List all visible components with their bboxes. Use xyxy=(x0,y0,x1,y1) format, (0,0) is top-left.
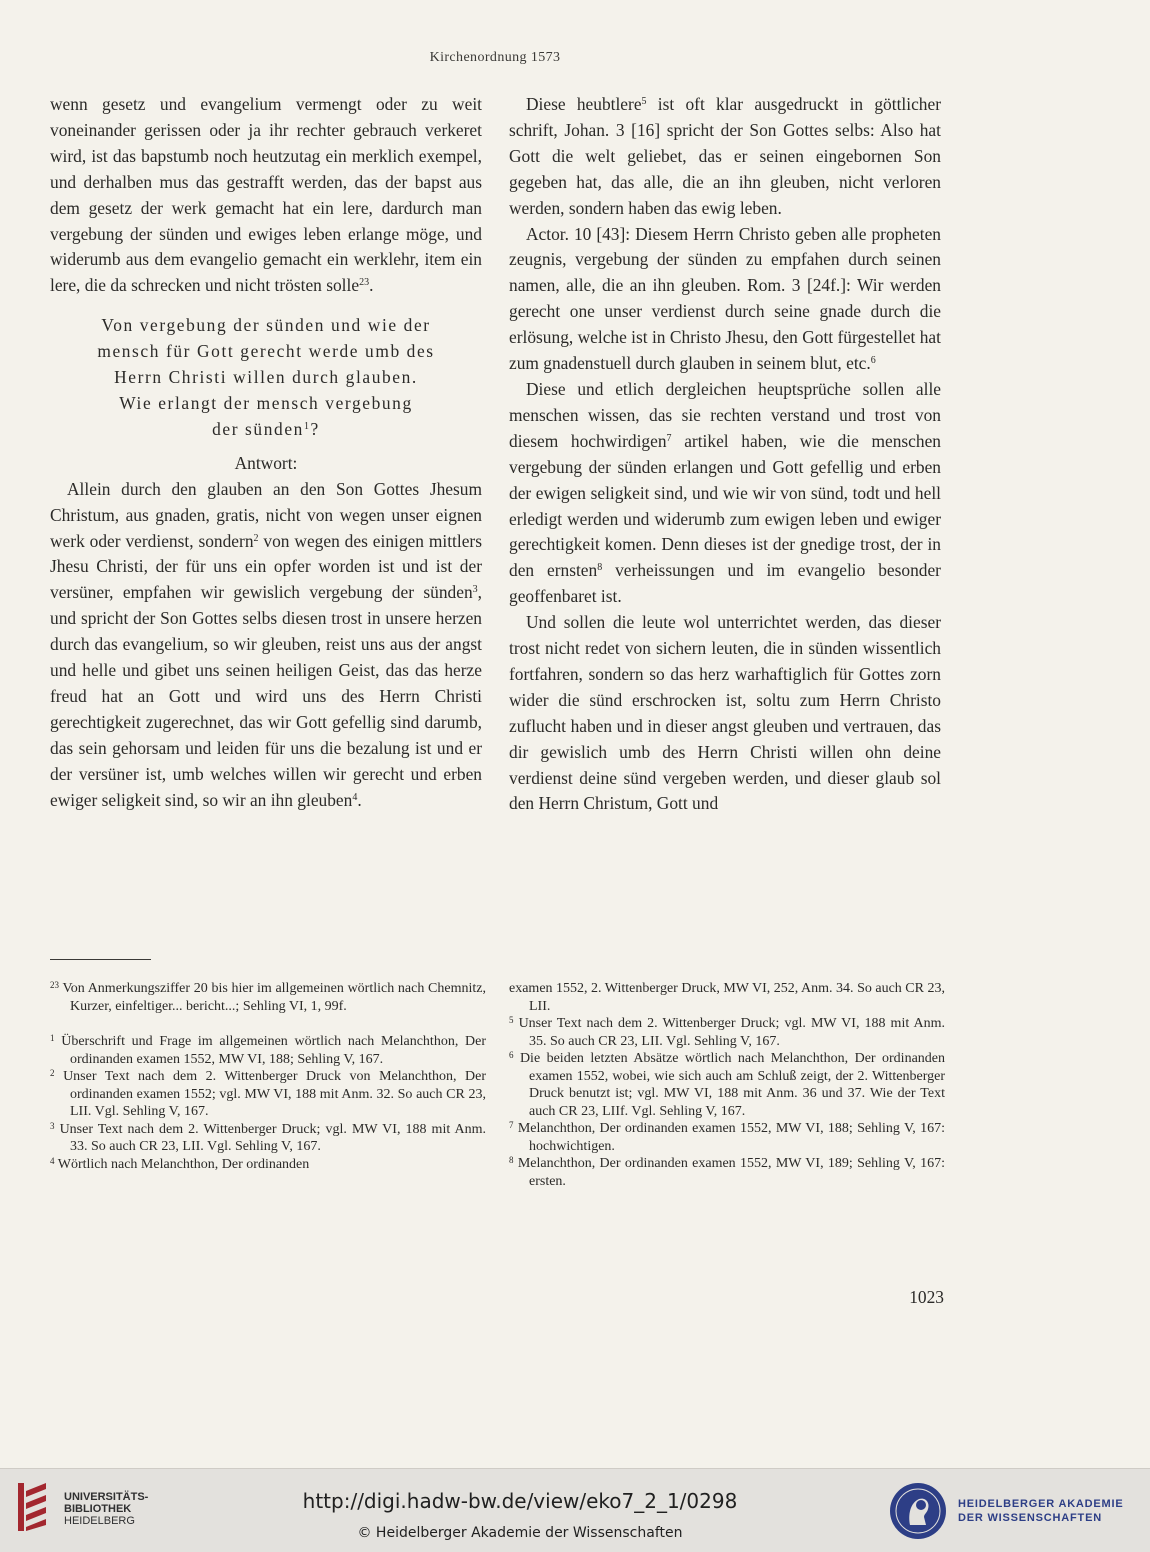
footnote-ref-4[interactable]: 4 xyxy=(352,791,358,803)
footnotes-left xyxy=(50,980,486,1173)
footnote-item: $^3$ Unser Text nach dem 2. Wittenberger Druck; vgl. MW VI, 188 mit Anm. 33. So auch CR 23, LII. Vgl. Sehling V, 167. xyxy=(50,1120,487,1154)
footnotes-right xyxy=(509,980,945,1190)
university-library-logo-icon[interactable] xyxy=(12,1481,52,1533)
academy-seal-icon[interactable] xyxy=(888,1481,948,1541)
footnote-ref-7[interactable]: 7 xyxy=(666,432,672,444)
footnote-ref-1[interactable]: 1 xyxy=(303,420,311,432)
footnote-item: $^1$ Überschrift und Frage im allgemeinen wörtlich nach Melanchthon, Der ordinanden examen 1552, MW VI, 188; Sehling V, 167. xyxy=(50,1033,487,1067)
section-heading: Von vergebung der sünden und wie der mensch für Gott gerecht werde umb des Herrn Christi willen durch glauben. Wie erlangt der mensch vergebung der sünden$^1$? xyxy=(97,315,435,439)
footnote-ref-3[interactable]: 3 xyxy=(472,584,478,596)
footnote-item: $^{23}$ Von Anmerkungsziffer 20 bis hier im allgemeinen wörtlich nach Chemnitz, Kurzer, einfeltiger... bericht...; Sehling VI, 1, 99f. xyxy=(50,980,486,1014)
footnote-ref-6[interactable]: 6 xyxy=(870,355,876,367)
academy-name[interactable]: HEIDELBERGER AKADEMIE DER WISSENSCHAFTEN xyxy=(958,1498,1124,1524)
right-paragraph-3: Diese und etlich dergleichen heuptsprüche sollen alle menschen wissen, das sie rechten verstand und trost von diesem hochwirdigen$^7$ artikel haben, wie die menschen vergebung der sünden erlangen und Gott gefellig und erben der ewigen seligkeit sind, und wie wir von sünd, todt und hell erledigt werden und widerumb zum ewigen leben und ewiger gerechtigkeit komen. Denn dieses ist der gnedige trost, der in den ernsten$^8$ verheissungen und im evangelio besonder geoffenbaret ist. xyxy=(509,378,942,607)
footnote-item: examen 1552, 2. Wittenberger Druck, MW VI, 252, Anm. 34. So auch CR 23, LII. xyxy=(509,981,945,1014)
page-number: 1023 xyxy=(909,1287,944,1307)
footnote-item: $^5$ Unser Text nach dem 2. Wittenberger Druck; vgl. MW VI, 188 mit Anm. 35. So auch CR 23, LII. Vgl. Sehling V, 167. xyxy=(509,1015,946,1049)
copyright-text: © Heidelberger Akademie der Wissenschaften xyxy=(357,1525,683,1541)
right-paragraph-1: Diese heubtlere$^5$ ist oft klar ausgedruckt in göttlicher schrift, Johan. 3 [16] spricht der Son Gottes selbs: Also hat Gott die welt geliebet, das er seinen eingebornen Son gegeben hat, das alle, die an ihn gleuben, nicht verloren werden, sondern haben das ewig leben. xyxy=(509,94,941,218)
footnote-item: $^4$ Wörtlich nach Melanchthon, Der ordinanden xyxy=(50,1155,310,1172)
footnote-ref-2[interactable]: 2 xyxy=(253,532,259,544)
right-paragraph-2: Actor. 10 [43]: Diesem Herrn Christo geben alle propheten zeugnis, vergebung der sünden zu empfahen durch seinen namen, alle, die an ihn gleuben. Rom. 3 [24f.]: Wir werden gerecht one unser verdienst durch seine gnade durch die erlösung, welche ist in Christo Jhesu, den Gott fürgestellet hat zum gnadenstuell durch glauben in seinem blut, etc.$^6$ xyxy=(509,223,941,374)
footnote-ref-8[interactable]: 8 xyxy=(597,562,603,574)
left-paragraph-2: Allein durch den glauben an den Son Gottes Jhesum Christum, aus gnaden, gratis, nicht von wegen unser eignen werk oder verdienst, sondern$^2$ von wegen des einigen mittlers Jhesu Christi, der für uns ein opfer worden ist und ist der versüner, empfahen wir gewislich vergebung der sünden$^3$, und spricht der Son Gottes selbs diesen trost in unsere herzen durch das evangelium, so wir gleuben, reist uns aus der angst und helle und gibet uns seinen heiligen Geist, das das herze freud hat an Gott und wird uns des Herrn Christi gerechtigkeit zugerechnet, das wir Gott gefellig sind darumb, das sein gehorsam und leiden für uns die bezalung ist und er der versüner ist, umb welches willen wir gerecht und erben ewiger seligkeit sind, so wir an ihn gleuben$^4$. xyxy=(50,478,482,810)
footnote-item: $^7$ Melanchthon, Der ordinanden examen 1552, MW VI, 188; Sehling V, 167: hochwichtigen. xyxy=(509,1120,946,1154)
footnote-ref-23[interactable]: 23 xyxy=(359,277,370,289)
footnote-ref-5[interactable]: 5 xyxy=(641,96,647,107)
answer-label: Antwort: xyxy=(234,452,298,473)
footnote-item: $^2$ Unser Text nach dem 2. Wittenberger Druck von Melanchthon, Der ordinanden examen 1552; vgl. MW VI, 188 mit Anm. 32. So auch CR 23, LII. Vgl. Sehling V, 167. xyxy=(50,1068,487,1119)
right-paragraph-4: Und sollen die leute wol unterrichtet werden, das dieser trost nicht redet von sichern leuten, die in sünden wissentlich fortfahren, sondern so das herz warhaftiglich für Gottes zorn wider die sünd erschrocken ist, soltu zum Herrn Christo zuflucht haben und in dieser angst gleuben und vertrauen, das dir gewislich umb des Herrn Christi willen ohn deine verdienst deine sünd vergeben werden, und dieser glaub sol den Herrn Christum, Gott und xyxy=(509,612,941,814)
permalink-url[interactable]: http://digi.hadw-bw.de/view/eko7_2_1/0298 xyxy=(302,1489,738,1513)
footnote-item: $^8$ Melanchthon, Der ordinanden examen 1552, MW VI, 189; Sehling V, 167: ersten. xyxy=(509,1155,946,1189)
running-head: Kirchenordnung 1573 xyxy=(429,50,561,65)
left-column xyxy=(50,92,482,813)
university-library-name[interactable]: UNIVERSITÄTS- BIBLIOTHEK HEIDELBERG xyxy=(64,1491,149,1527)
left-paragraph-1: wenn gesetz und evangelium vermengt oder zu weit voneinander gerissen oder ja ihr rechter gebrauch verkeret wird, ist das bapstumb noch heutzutag ein merklich exempel, und derhalben mus das gestrafft werden, das der bapst aus dem gesetz der werk gemacht hat ein lere, dardurch man vergebung der sünden und ewiges leben erlange möge, und widerumb aus dem evangelio gemacht ein werklehr, item ein lere, die da schrecken und nicht trösten solle$^{23}$. xyxy=(50,94,482,296)
footnote-item: $^6$ Die beiden letzten Absätze wörtlich nach Melanchthon, Der ordinanden examen 1552, wobei, wie sich auch am Schluß zeigt, der 2. Wittenberger Druck benutzt ist; vgl. MW VI, 188 mit Anm. 36 und 37. Wie der Text auch CR 23, LIIf. Vgl. Sehling V, 167. xyxy=(509,1050,946,1119)
viewer-footer xyxy=(0,1468,1150,1552)
right-column xyxy=(509,92,941,817)
footnote-separator xyxy=(50,959,151,960)
